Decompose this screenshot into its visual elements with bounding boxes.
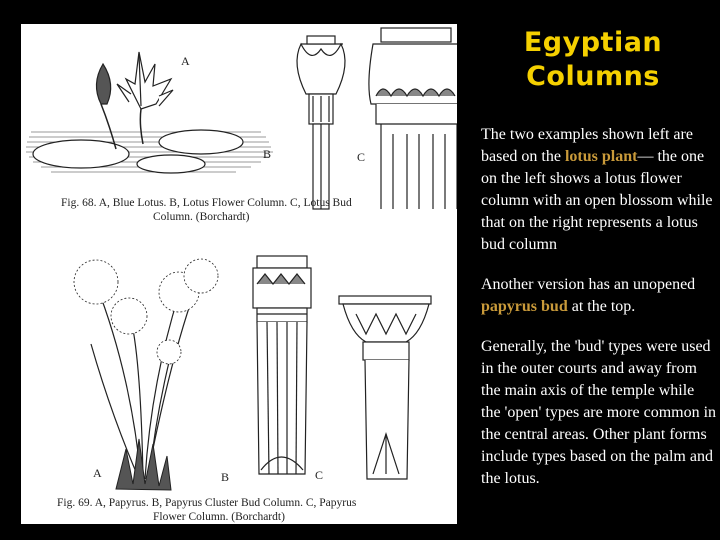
fig69-label-b: B	[221, 470, 230, 484]
lily-pad	[137, 155, 205, 173]
lotus-plant-highlight: lotus plant	[564, 148, 638, 165]
lotus-bud-drawing	[96, 64, 110, 104]
fig68-label-a: A	[181, 54, 190, 68]
paragraph-usage: Generally, the 'bud' types were used in the outer courts and away from the main axis of the temple while the 'open' types are more common in the central areas. Other plant forms include types based on the palm and the lotus.	[481, 338, 717, 487]
slide-title	[466, 26, 720, 94]
paragraph-lotus-text-2: — the one on the left shows a lotus flower column with an open blossom while that on the right represents a lotus bud column	[481, 148, 713, 253]
paragraph-papyrus-text-1: Another version has an unopened	[481, 276, 696, 293]
slide-title-line2: Columns	[526, 61, 660, 92]
lotus-bud-column-drawing	[369, 28, 457, 209]
paragraph-papyrus-text-2: at the top.	[567, 298, 636, 315]
lotus-flower-column-drawing	[297, 36, 345, 209]
lily-pad	[159, 130, 243, 154]
papyrus-flower-column-drawing	[339, 296, 431, 479]
fig69-label-c: C	[315, 468, 324, 482]
paragraph-papyrus	[481, 274, 717, 318]
fig68-label-c: C	[357, 150, 366, 164]
slide-body	[481, 124, 717, 508]
fig68-label-b: B	[263, 147, 272, 161]
fig69-caption-line1: Fig. 69. A, Papyrus. B, Papyrus Cluster Bud Column. C, Papyrus	[57, 497, 357, 509]
papyrus-bud-highlight: papyrus bud	[481, 298, 568, 315]
figure-69	[21, 234, 457, 524]
fig69-caption-line2: Flower Column. (Borchardt)	[153, 511, 285, 523]
fig68-caption-line1: Fig. 68. A, Blue Lotus. B, Lotus Flower Column. C, Lotus Bud	[61, 197, 352, 209]
figure-69-drawing	[21, 234, 457, 524]
fig69-label-a: A	[93, 466, 102, 480]
papyrus-base	[116, 439, 171, 490]
fig68-caption-line2: Column. (Borchardt)	[153, 211, 250, 223]
papyrus-cluster-column-drawing	[253, 256, 311, 474]
paragraph-lotus	[481, 124, 717, 256]
illustration-panel	[21, 24, 457, 524]
paragraph-lotus-text-1: The two examples shown left are based on the	[481, 126, 693, 165]
lotus-flower-drawing	[117, 52, 173, 109]
papyrus-heads	[74, 259, 218, 364]
figure-68	[21, 24, 457, 234]
slide-title-line1: Egyptian	[523, 27, 663, 58]
